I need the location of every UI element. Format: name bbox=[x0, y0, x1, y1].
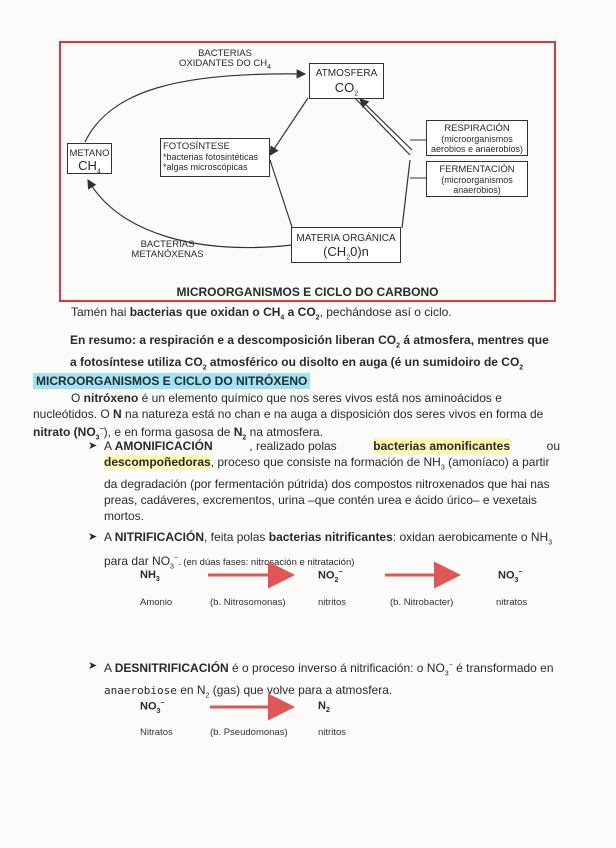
nitritos-label: nitritos bbox=[318, 597, 346, 608]
no2-formula: $NO_2^-$ bbox=[318, 569, 343, 584]
nitrogen-intro: O nitróxeno é un elemento químico que nos seres vivos está nos aminoácidos e nucleótidos. O N na natureza está no chan e na auga a disposición dos seres vivos en forma de nitrato $(NO_3^-)$, e en forma gasosa de $N_2$ na atmosfera. bbox=[33, 391, 544, 442]
fermentacion-title: FERMENTACIÓN bbox=[439, 164, 515, 175]
metano-label: METANO bbox=[69, 148, 110, 159]
nitrogen-heading: MICROORGANISMOS E CICLO DO NITRÓXENO bbox=[33, 373, 310, 389]
d-n2-formula: $N_2$ bbox=[318, 700, 330, 715]
atmosfera-label: ATMOSFERA bbox=[315, 68, 378, 79]
pseudomonas-label: (b. Pseudomonas) bbox=[210, 727, 288, 738]
hexagon-right-bottom bbox=[402, 160, 410, 228]
fermentacion-line2: anaerobios) bbox=[453, 185, 501, 195]
respiracion-title: RESPIRACIÓN bbox=[444, 123, 510, 134]
fermentacion-line1: (microorganismos bbox=[441, 175, 513, 185]
oxidantes-label: BACTERIAS OXIDANTES DO $CH_4$ bbox=[178, 48, 272, 71]
fotosintese-line1: *bacterias fotosintéticas bbox=[163, 152, 259, 162]
hexagon-left-top bbox=[270, 98, 308, 155]
materia-title: MATERIA ORGÁNICA bbox=[296, 233, 396, 244]
fotosintese-line2: *algas microscópicas bbox=[163, 162, 248, 172]
respiracion-line1: (microorganismos bbox=[441, 134, 513, 144]
respiracion-box bbox=[426, 120, 528, 156]
bullet-arrow-icon: ➤ bbox=[88, 440, 98, 452]
carbon-closing-line: Tamén hai bacterias que oxidan o $CH_4$ a $CO_2$, pechándose así o ciclo. bbox=[71, 305, 452, 322]
atmosfera-box bbox=[309, 63, 384, 99]
hexagon-left-bottom bbox=[270, 160, 292, 227]
hexagon-right-top bbox=[355, 98, 410, 155]
arrow-oxidation-curve bbox=[85, 74, 305, 142]
carbon-diagram-title: MICROORGANISMOS E CICLO DO CARBONO bbox=[176, 285, 439, 299]
materia-organica-box bbox=[291, 227, 401, 263]
no3-formula: $NO_3^-$ bbox=[498, 569, 523, 584]
denitrification-arrow bbox=[0, 693, 616, 723]
bullet-arrow-icon: ➤ bbox=[88, 660, 98, 672]
respiracion-line2: aerobios e anaerobios) bbox=[430, 144, 524, 154]
nitritos-d-label: nitritos bbox=[318, 727, 346, 738]
nitrificacion-paragraph: A NITRIFICACIÓN, feita polas bacterias nitrificantes: oxidan aerobicamente o $NH_3$ para dar $NO_3^-$. (en dúas fases: nitrosación e nitratación) bbox=[104, 530, 553, 571]
carbon-summary: En resumo: a respiración e a descomposición liberan $CO_2$ á atmosfera, mentres que a fotosíntese utiliza $CO_2$ atmosférico ou disolto en auga (é un sumidoiro de $CO_2$ bbox=[70, 333, 549, 372]
materia-formula: $(CH_20)n$ bbox=[323, 244, 369, 262]
nitrification-arrows bbox=[0, 560, 616, 590]
atmosfera-formula: $CO_2$ bbox=[334, 80, 359, 98]
fotosintese-box bbox=[160, 138, 270, 177]
nitrosomonas-label: (b. Nitrosomonas) bbox=[210, 597, 286, 608]
nitratos-label: nitratos bbox=[496, 597, 528, 608]
d-no3-formula: $NO_3^-$ bbox=[140, 700, 165, 715]
fermentacion-box bbox=[426, 161, 528, 197]
nh3-formula: $NH_3$ bbox=[140, 569, 160, 584]
metano-box bbox=[67, 143, 112, 174]
bullet-arrow-icon: ➤ bbox=[88, 531, 98, 543]
arrow-to-atmosfera bbox=[360, 99, 412, 150]
metanoxenas-label: BACTERIAS METANÓXENAS bbox=[131, 239, 204, 260]
fotosintese-title: FOTOSÍNTESE bbox=[163, 141, 230, 152]
amonificacion-paragraph: A AMONIFICACIÓN , realizado polas bacterias amonificantes ou descompoñedoras, proceso que consiste na formación de $NH_3$ (amoníaco) a partir da degradación (por fermentación pútrida) dos compostos nitroxenados que hai nas preas, cadáveres, excrementos, urina –que contén urea e ácido úrico– e vexetais mortos. bbox=[104, 439, 560, 524]
desnitrificacion-paragraph: A DESNITRIFICACIÓN é o proceso inverso á nitrificación: o $NO_3^-$ é transformado en anaerobiose en $N_2$ (gas) que volve para a atmosfera. bbox=[104, 661, 554, 700]
metano-formula: $CH_4$ bbox=[78, 158, 101, 176]
arrow-methanogen-curve bbox=[88, 180, 292, 247]
nitratos-d-label: Nitratos bbox=[140, 727, 173, 738]
nitrobacter-label: (b. Nitrobacter) bbox=[390, 597, 454, 608]
amonio-label: Amonio bbox=[140, 597, 173, 608]
